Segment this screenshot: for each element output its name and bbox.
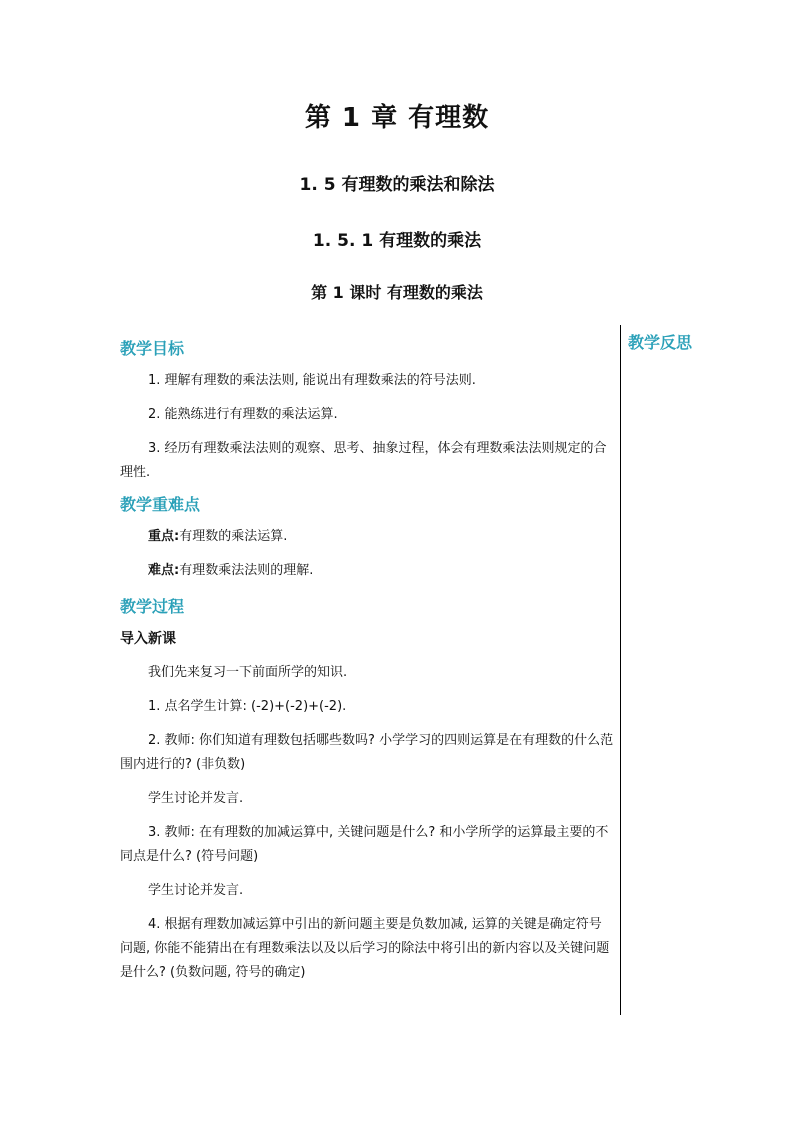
difficulty-label: 难点: bbox=[148, 563, 180, 578]
focus-label: 重点: bbox=[148, 529, 180, 544]
process-paragraph: 学生讨论并发言. bbox=[148, 883, 244, 898]
intro-heading: 导入新课 bbox=[120, 631, 176, 647]
objectives-heading: 教学目标 bbox=[120, 339, 185, 358]
subsection-title: 1. 5. 1 有理数的乘法 bbox=[312, 231, 482, 251]
objective-item-1: 1. 理解有理数的乘法法则, 能说出有理数乘法的符号法则. bbox=[148, 373, 476, 388]
main-content bbox=[120, 337, 614, 985]
reflection-heading: 教学反思 bbox=[628, 333, 693, 352]
process-paragraph: 学生讨论并发言. bbox=[148, 791, 244, 806]
objective-item-2: 2. 能熟练进行有理数的乘法运算. bbox=[148, 407, 338, 422]
process-paragraph: 我们先来复习一下前面所学的知识. bbox=[148, 665, 348, 680]
difficulty-line bbox=[120, 559, 614, 583]
key-points-heading: 教学重难点 bbox=[120, 495, 201, 514]
objective-item-3: 3. 经历有理数乘法法则的观察、思考、抽象过程，体会有理数乘法法则规定的合理性. bbox=[120, 441, 607, 480]
section-title: 1. 5 有理数的乘法和除法 bbox=[299, 175, 495, 195]
process-heading: 教学过程 bbox=[120, 597, 185, 616]
process-paragraph: 4. 根据有理数加减运算中引出的新问题主要是负数加减, 运算的关键是确定符号问题, 你能不能猜出在有理数乘法以及以后学习的除法中将引出的新内容以及关键问题是什么? (负数问题, 符号的确定) bbox=[120, 917, 610, 980]
difficulty-text: 有理数乘法法则的理解. bbox=[179, 563, 314, 578]
process-paragraph: 3. 教师: 在有理数的加减运算中, 关键问题是什么? 和小学所学的运算最主要的不同点是什么? (符号问题) bbox=[120, 825, 609, 864]
focus-line bbox=[120, 525, 614, 549]
lesson-title: 第 1 课时 有理数的乘法 bbox=[311, 283, 483, 302]
column-divider bbox=[620, 325, 621, 1015]
process-paragraph: 2. 教师: 你们知道有理数包括哪些数吗? 小学学习的四则运算是在有理数的什么范围内进行的? (非负数) bbox=[120, 733, 614, 772]
chapter-title: 第 1 章 有理数 bbox=[304, 103, 490, 133]
focus-text: 有理数的乘法运算. bbox=[179, 529, 288, 544]
process-paragraph: 1. 点名学生计算: (-2)+(-2)+(-2). bbox=[148, 699, 347, 714]
